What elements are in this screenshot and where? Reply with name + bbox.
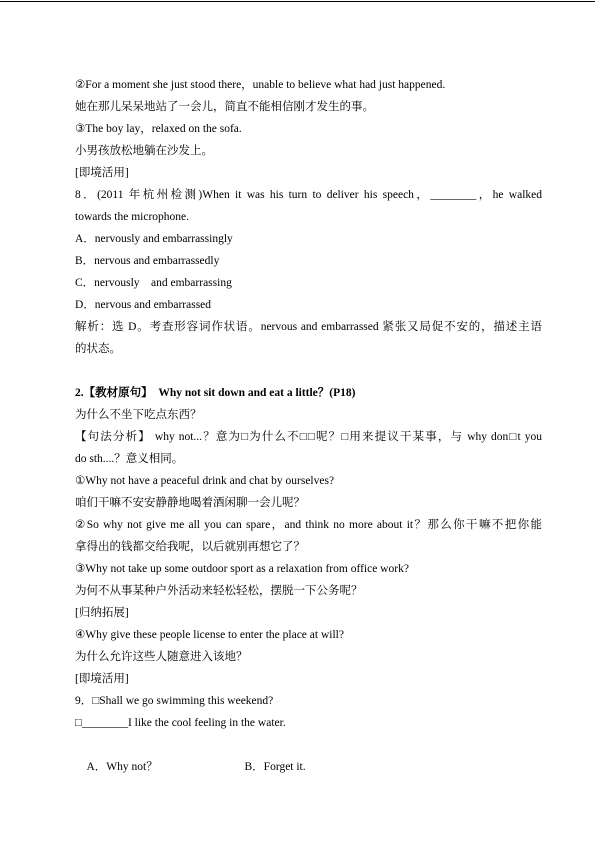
s2-heading: 2.【教材原句】 Why not sit down and eat a little？(P18) [75, 387, 356, 399]
q9-options [75, 734, 542, 773]
s2-example2-line1: ②So why not give me all you can spare，and think no more about it？那么你干嘛不把你能 [75, 519, 542, 531]
s1-example2-zh: 她在那儿呆呆地站了一会儿，简直不能相信刚才发生的事。 [75, 101, 374, 113]
s2-example1-en: ①Why not have a peaceful drink and chat by ourselves? [75, 475, 335, 487]
q8-option-b: B．nervous and embarrassedly [75, 255, 220, 267]
q9-line1: 9．□Shall we go swimming this weekend? [75, 695, 274, 707]
section-spacer [75, 360, 542, 382]
q9-option-a: A．Why not？ [86, 761, 158, 773]
s2-example4-en: ④Why give these people license to enter the place at will? [75, 629, 344, 641]
s2-heading-zh: 为什么不坐下吃点东西？ [75, 409, 202, 421]
s1-practice-heading: [即境活用] [75, 167, 129, 179]
q8-stem-line1: 8．(2011 年杭州检测)When it was his turn to deliver his speech，________，he walked [75, 189, 542, 201]
q8-analysis-line1: 解析：选 D。考查形容词作状语。nervous and embarrassed 紧张又局促不安的，描述主语 [75, 321, 542, 333]
s2-example2-line2: 拿得出的钱都交给我呢，以后就别再想它了？ [75, 541, 305, 553]
s2-example1-zh: 咱们干嘛不安安静静地喝着酒闲聊一会儿呢？ [75, 497, 305, 509]
s1-example2-en: ②For a moment she just stood there，unable to believe what had just happened. [75, 79, 446, 91]
q9-line2: □________I like the cool feeling in the water. [75, 717, 286, 729]
s1-example3-zh: 小男孩放松地躺在沙发上。 [75, 145, 213, 157]
q9-option-b: B．Forget it. [244, 761, 306, 773]
q8-stem-line2: towards the microphone. [75, 211, 190, 223]
document-body [75, 74, 542, 773]
s2-analysis-line1: 【句法分析】 why not...？意为□为什么不□□呢？□用来提议干某事，与 why don□t you [75, 431, 542, 443]
q8-option-a: A．nervously and embarrassingly [75, 233, 233, 245]
s2-example4-zh: 为什么允许这些人随意进入该地？ [75, 651, 248, 663]
top-rule [0, 1, 595, 2]
s2-practice-heading: [即境活用] [75, 673, 129, 685]
s1-example3-en: ③The boy lay，relaxed on the sofa. [75, 123, 242, 135]
s2-example3-zh: 为何不从事某种户外活动来轻松轻松，摆脱一下公务呢？ [75, 585, 363, 597]
s2-example3-en: ③Why not take up some outdoor sport as a relaxation from office work? [75, 563, 409, 575]
s2-extension-heading: [归纳拓展] [75, 607, 129, 619]
q8-analysis-line2: 的状态。 [75, 343, 121, 355]
s2-analysis-line2: do sth....？意义相同。 [75, 453, 184, 465]
q8-option-d: D．nervous and embarrassed [75, 299, 212, 311]
q8-option-c: C．nervously and embarrassing [75, 277, 232, 289]
